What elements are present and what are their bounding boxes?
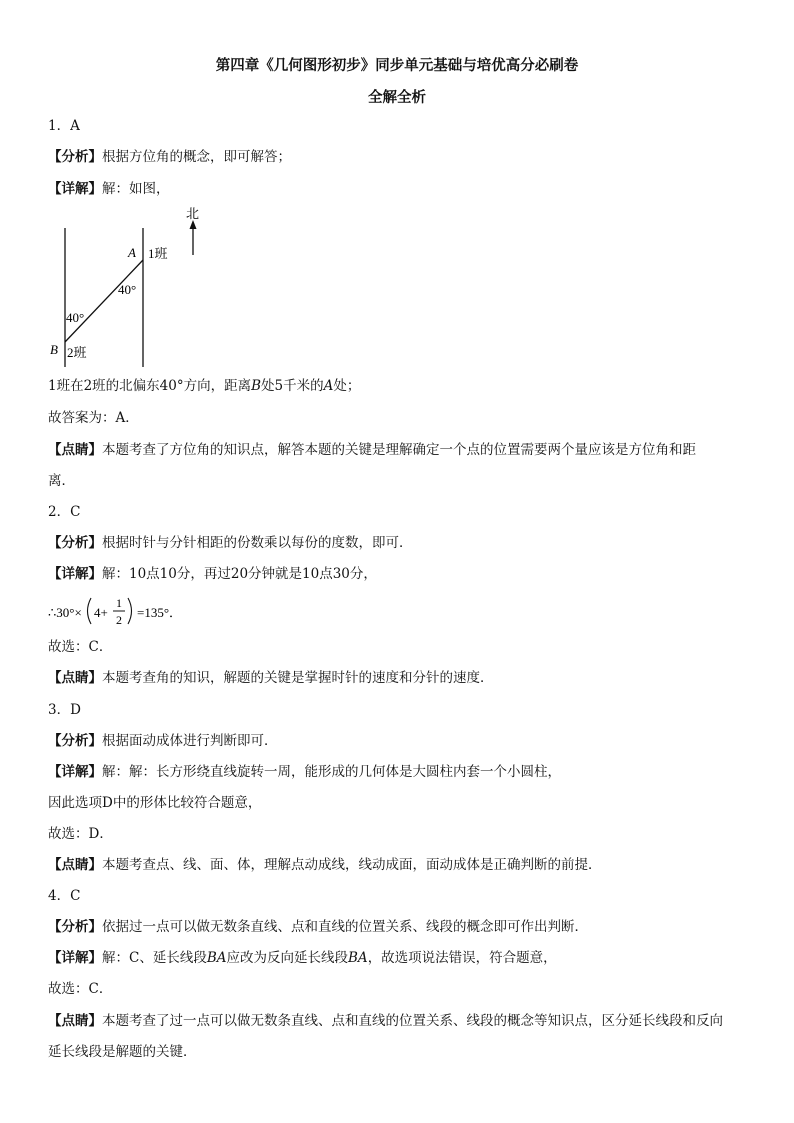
q3-detail-text: 解：解：长方形绕直线旋转一周，能形成的几何体是大圆柱内套一个小圆柱， (102, 764, 561, 780)
document-title: 第四章《几何图形初步》同步单元基础与培优高分必刷卷 (215, 57, 579, 74)
formula-four-plus: 4+ (94, 605, 108, 620)
q4-review-text: 本题考查了过一点可以做无数条直线、点和直线的位置关系、线段的概念等知识点，区分延长线段和反向 (102, 1013, 723, 1029)
q3-detail-cont: 因此选项D中的形体比较符合题意， (48, 795, 262, 811)
q4-detail-part2: 应改为反向延长线段 (226, 950, 349, 966)
q3-analysis-tag: 【分析】 (48, 733, 102, 749)
q1-analysis-tag: 【分析】 (48, 149, 102, 165)
q1-conclusion (48, 377, 360, 395)
q3-detail-tag: 【详解】 (48, 764, 102, 780)
q2-review (48, 669, 494, 687)
north-label: 北 (186, 206, 200, 221)
q1-conclusion-part3: 处； (333, 378, 361, 394)
formula-result: =135°． (137, 605, 183, 620)
point-a-label: A (128, 245, 136, 260)
q1-conclusion-part2: 处5千米的 (261, 378, 324, 394)
q2-answer: 故选：C． (48, 639, 113, 655)
angle-bottom-label: 40° (66, 310, 85, 325)
q4-review (48, 1012, 723, 1030)
q2-analysis-text: 根据时针与分针相距的份数乘以每份的度数，即可． (102, 535, 413, 551)
q3-analysis-text: 根据面动成体进行判断即可． (102, 733, 278, 749)
q4-review-cont: 延长线段是解题的关键． (48, 1044, 197, 1060)
q1-number: 1．A (48, 118, 80, 134)
q3-review-text: 本题考查点、线、面、体，理解点动成线，线动成面，面动成体是正确判断的前提． (102, 857, 602, 873)
q4-detail-ba1: BA (206, 950, 227, 966)
q3-analysis (48, 732, 278, 750)
q4-analysis (48, 918, 588, 936)
formula-right-paren (128, 598, 132, 624)
q4-review-tag: 【点睛】 (48, 1013, 102, 1029)
north-arrow-head (190, 220, 197, 229)
formula-numerator: 1 (116, 596, 122, 610)
q4-detail-tag: 【详解】 (48, 950, 102, 966)
q3-number: 3．D (48, 702, 81, 718)
q3-review-tag: 【点睛】 (48, 857, 102, 873)
q2-formula (48, 596, 182, 627)
q1-review-text: 本题考查了方位角的知识点，解答本题的关键是理解确定一个点的位置需要两个量应该是方位角和距 (102, 442, 696, 458)
q1-review-tag: 【点睛】 (48, 442, 102, 458)
q1-detail-text: 解：如图， (102, 181, 170, 197)
q1-conclusion-part1: 1班在2班的北偏东40°方向，距离 (48, 378, 252, 394)
class1-label: 1班 (148, 246, 168, 261)
formula-left-paren (88, 598, 92, 624)
q2-review-text: 本题考查角的知识，解题的关键是掌握时针的速度和分针的速度． (102, 670, 494, 686)
q4-number: 4．C (48, 888, 81, 904)
q1-conclusion-a: A (323, 378, 334, 394)
q2-analysis-tag: 【分析】 (48, 535, 102, 551)
q2-analysis (48, 534, 413, 552)
q2-number: 2．C (48, 504, 81, 520)
q1-review-cont: 离． (48, 473, 75, 489)
document-subtitle: 全解全析 (368, 89, 426, 106)
q2-review-tag: 【点睛】 (48, 670, 102, 686)
q1-conclusion-b: B (251, 378, 262, 394)
q1-detail-tag: 【详解】 (48, 181, 102, 197)
q4-detail (48, 949, 557, 967)
q4-analysis-tag: 【分析】 (48, 919, 102, 935)
q1-answer: 故答案为：A． (48, 410, 139, 426)
q2-detail (48, 565, 377, 583)
q3-review (48, 856, 602, 874)
q4-analysis-text: 依据过一点可以做无数条直线、点和直线的位置关系、线段的概念即可作出判断． (102, 919, 588, 935)
q2-detail-text: 解：10点10分，再过20分钟就是10点30分， (102, 566, 377, 582)
formula-prefix: ∴30°× (48, 605, 82, 620)
q2-detail-tag: 【详解】 (48, 566, 102, 582)
q3-detail (48, 763, 561, 781)
q3-answer: 故选：D． (48, 826, 113, 842)
point-b-label: B (50, 342, 58, 357)
segment-ab (65, 260, 143, 342)
angle-top-label: 40° (118, 282, 137, 297)
q1-review (48, 441, 696, 459)
q4-answer: 故选：C． (48, 981, 113, 997)
class2-label: 2班 (67, 345, 87, 360)
q4-detail-ba2: BA (348, 950, 368, 966)
q4-detail-part3: ，故选项说法错误，符合题意， (367, 950, 557, 966)
q4-detail-part1: 解：C、延长线段 (102, 950, 207, 966)
formula-denominator: 2 (116, 613, 122, 627)
q1-analysis-text: 根据方位角的概念，即可解答； (102, 149, 291, 165)
